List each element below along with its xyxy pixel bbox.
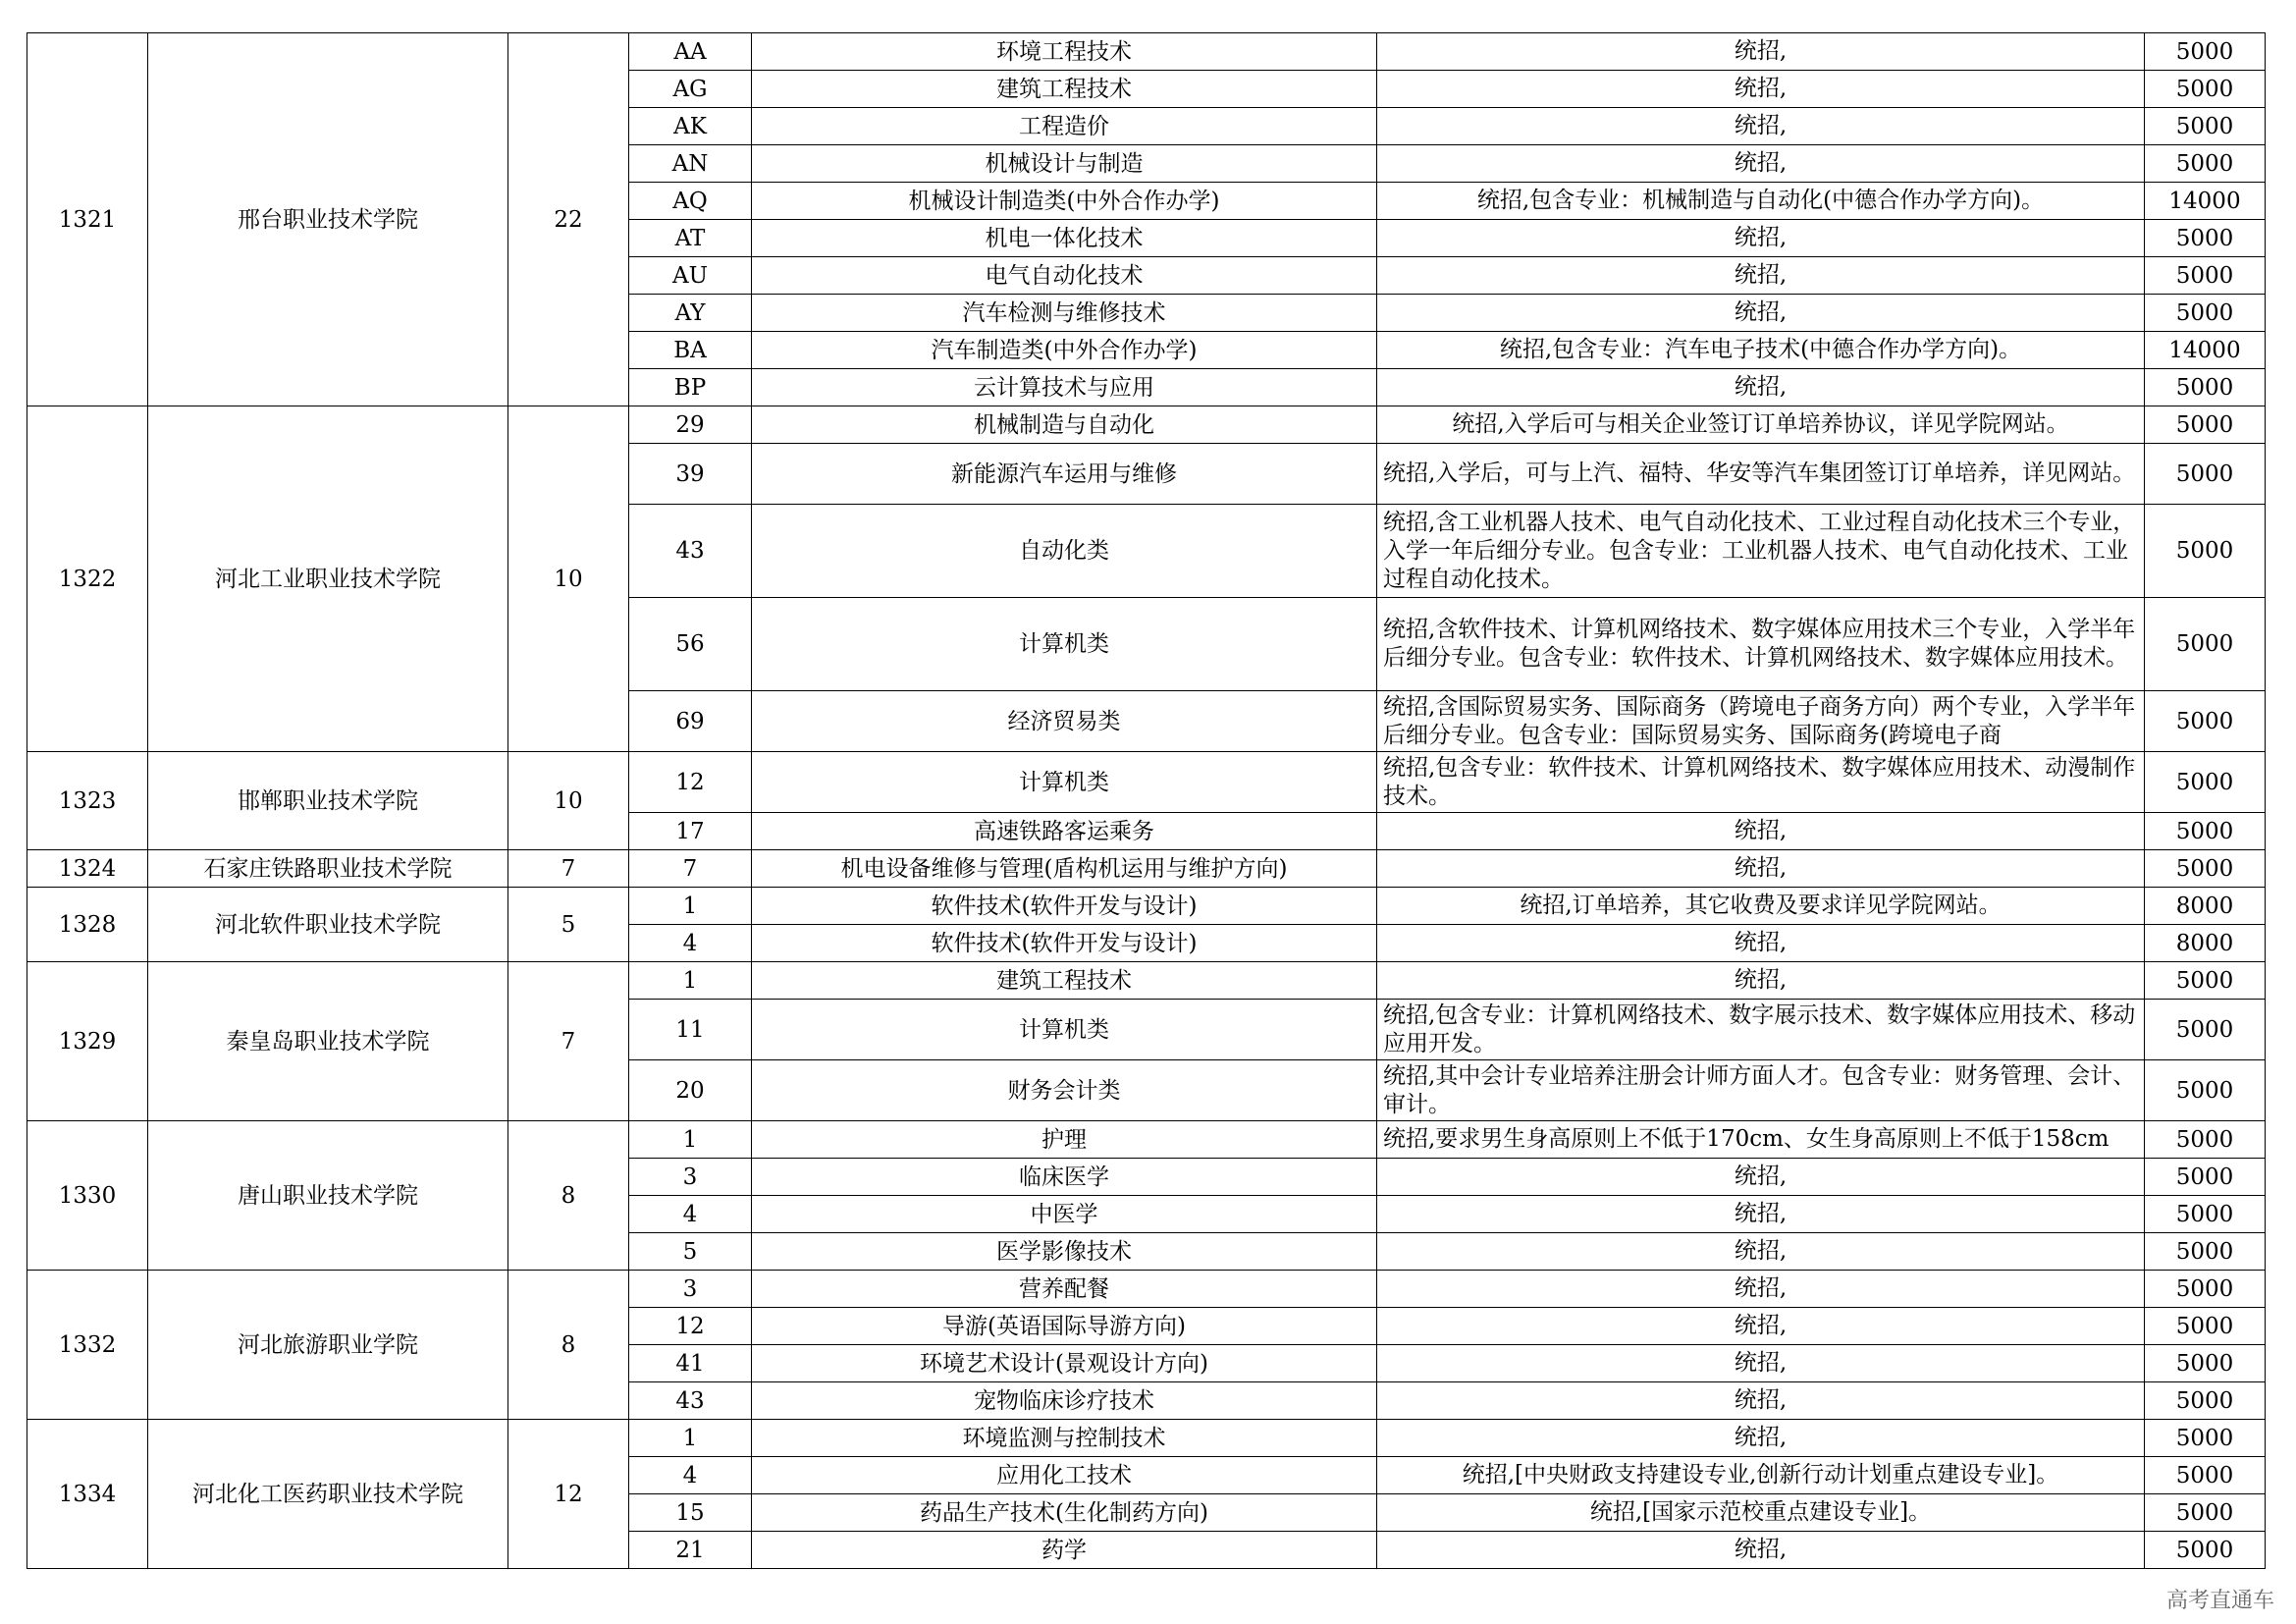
- tuition-fee: 5000: [2145, 1457, 2266, 1494]
- major-note-text: 统招,: [1734, 1313, 1788, 1338]
- tuition-fee: 5000: [2145, 369, 2266, 406]
- major-name: 汽车制造类(中外合作办学): [752, 332, 1377, 369]
- major-code: 11: [629, 1000, 752, 1060]
- major-name: 经济贸易类: [752, 691, 1377, 752]
- major-note-text: 统招,入学后，可与上汽、福特、华安等汽车集团签订订单培养，详见网站。: [1383, 460, 2136, 486]
- major-note-text: 统招,含工业机器人技术、电气自动化技术、工业过程自动化技术三个专业，入学一年后细分专业。包含专业：工业机器人技术、电气自动化技术、工业过程自动化技术。: [1383, 509, 2136, 592]
- major-note-text: 统招,: [1734, 1275, 1788, 1301]
- school-code: 1323: [27, 752, 148, 850]
- major-note-text: 统招,入学后可与相关企业签订订单培养协议，详见学院网站。: [1452, 411, 2069, 437]
- tuition-fee: 5000: [2145, 1345, 2266, 1382]
- tuition-fee: 5000: [2145, 145, 2266, 183]
- tuition-fee: 5000: [2145, 850, 2266, 888]
- major-code: 4: [629, 925, 752, 962]
- major-note: [1377, 257, 2145, 295]
- major-code: AU: [629, 257, 752, 295]
- major-note-text: 统招,: [1734, 930, 1788, 955]
- major-note: [1377, 1420, 2145, 1457]
- major-name: 工程造价: [752, 108, 1377, 145]
- tuition-fee: 5000: [2145, 1159, 2266, 1196]
- major-note: [1377, 1271, 2145, 1308]
- school-code: 1329: [27, 962, 148, 1121]
- major-name: 软件技术(软件开发与设计): [752, 888, 1377, 925]
- tuition-fee: 5000: [2145, 1196, 2266, 1233]
- tuition-fee: 5000: [2145, 1494, 2266, 1532]
- major-note-text: 统招,: [1734, 1425, 1788, 1450]
- tuition-fee: 5000: [2145, 1382, 2266, 1420]
- table-row: [27, 406, 2266, 444]
- major-note: [1377, 145, 2145, 183]
- major-name: 临床医学: [752, 1159, 1377, 1196]
- major-note: [1377, 406, 2145, 444]
- major-note: [1377, 1345, 2145, 1382]
- major-code: AY: [629, 295, 752, 332]
- major-code: 1: [629, 962, 752, 1000]
- tuition-fee: 5000: [2145, 295, 2266, 332]
- major-name: 自动化类: [752, 505, 1377, 598]
- major-note-text: 统招,: [1734, 374, 1788, 400]
- major-name: 机械设计制造类(中外合作办学): [752, 183, 1377, 220]
- major-code: 4: [629, 1457, 752, 1494]
- tuition-fee: 5000: [2145, 1308, 2266, 1345]
- plan-count: 10: [508, 752, 629, 850]
- major-code: 3: [629, 1271, 752, 1308]
- major-code: 20: [629, 1060, 752, 1121]
- major-note: [1377, 332, 2145, 369]
- major-note-text: 统招,包含专业：计算机网络技术、数字展示技术、数字媒体应用技术、移动应用开发。: [1383, 1001, 2136, 1056]
- major-note: [1377, 108, 2145, 145]
- major-code: BA: [629, 332, 752, 369]
- major-name: 机电一体化技术: [752, 220, 1377, 257]
- major-code: 4: [629, 1196, 752, 1233]
- major-note-text: 统招,: [1734, 855, 1788, 881]
- major-note: [1377, 369, 2145, 406]
- major-name: 汽车检测与维修技术: [752, 295, 1377, 332]
- major-code: 29: [629, 406, 752, 444]
- major-note: [1377, 295, 2145, 332]
- major-name: 机电设备维修与管理(盾构机运用与维护方向): [752, 850, 1377, 888]
- plan-count: 8: [508, 1271, 629, 1420]
- major-code: AG: [629, 71, 752, 108]
- major-name: 药学: [752, 1532, 1377, 1569]
- major-code: AK: [629, 108, 752, 145]
- major-code: 1: [629, 1121, 752, 1159]
- major-name: 电气自动化技术: [752, 257, 1377, 295]
- major-note-text: 统招,: [1734, 1238, 1788, 1264]
- table-row: [27, 850, 2266, 888]
- major-note-text: 统招,: [1734, 1164, 1788, 1189]
- major-note-text: 统招,: [1734, 1387, 1788, 1413]
- major-note-text: 统招,其中会计专业培养注册会计师方面人才。包含专业：财务管理、会计、审计。: [1383, 1062, 2136, 1117]
- major-code: AN: [629, 145, 752, 183]
- tuition-fee: 5000: [2145, 1271, 2266, 1308]
- major-name: 环境监测与控制技术: [752, 1420, 1377, 1457]
- table-row: [27, 33, 2266, 71]
- major-note: [1377, 183, 2145, 220]
- admission-plan-table: [27, 32, 2266, 1569]
- major-note: [1377, 220, 2145, 257]
- major-name: 建筑工程技术: [752, 962, 1377, 1000]
- watermark-text: 高考直通车: [2165, 1589, 2274, 1613]
- tuition-fee: 5000: [2145, 813, 2266, 850]
- table-row: [27, 1121, 2266, 1159]
- tuition-fee: 5000: [2145, 108, 2266, 145]
- school-code: 1324: [27, 850, 148, 888]
- major-name: 计算机类: [752, 752, 1377, 813]
- tuition-fee: 5000: [2145, 220, 2266, 257]
- plan-count: 7: [508, 850, 629, 888]
- major-note-text: 统招,: [1734, 76, 1788, 101]
- major-note-text: 统招,: [1734, 299, 1788, 325]
- table-row: [27, 962, 2266, 1000]
- major-name: 建筑工程技术: [752, 71, 1377, 108]
- major-note-text: 统招,订单培养，其它收费及要求详见学院网站。: [1520, 893, 2002, 918]
- major-note-text: 统招,包含专业：汽车电子技术(中德合作办学方向)。: [1499, 337, 2022, 362]
- major-code: AA: [629, 33, 752, 71]
- major-note: [1377, 1308, 2145, 1345]
- major-code: 43: [629, 1382, 752, 1420]
- major-note-text: 统招,: [1734, 38, 1788, 64]
- school-code: 1321: [27, 33, 148, 406]
- major-note: [1377, 1457, 2145, 1494]
- major-name: 计算机类: [752, 598, 1377, 691]
- major-code: 7: [629, 850, 752, 888]
- major-code: 3: [629, 1159, 752, 1196]
- major-note: [1377, 691, 2145, 752]
- school-code: 1322: [27, 406, 148, 752]
- major-note: [1377, 33, 2145, 71]
- tuition-fee: 8000: [2145, 925, 2266, 962]
- major-note-text: 统招,含国际贸易实务、国际商务（跨境电子商务方向）两个专业，入学半年后细分专业。包含专业：国际贸易实务、国际商务(跨境电子商: [1383, 693, 2136, 748]
- major-name: 机械设计与制造: [752, 145, 1377, 183]
- major-name: 软件技术(软件开发与设计): [752, 925, 1377, 962]
- major-note: [1377, 888, 2145, 925]
- tuition-fee: 5000: [2145, 962, 2266, 1000]
- major-name: 高速铁路客运乘务: [752, 813, 1377, 850]
- major-name: 财务会计类: [752, 1060, 1377, 1121]
- major-note-text: 统招,: [1734, 1201, 1788, 1226]
- major-note: [1377, 752, 2145, 813]
- tuition-fee: 5000: [2145, 1233, 2266, 1271]
- major-code: 12: [629, 1308, 752, 1345]
- major-name: 药品生产技术(生化制药方向): [752, 1494, 1377, 1532]
- school-name: 河北工业职业技术学院: [148, 406, 508, 752]
- major-name: 护理: [752, 1121, 1377, 1159]
- major-code: 17: [629, 813, 752, 850]
- table-row: [27, 752, 2266, 813]
- major-note: [1377, 1000, 2145, 1060]
- tuition-fee: 14000: [2145, 183, 2266, 220]
- major-note: [1377, 962, 2145, 1000]
- tuition-fee: 5000: [2145, 71, 2266, 108]
- major-name: 医学影像技术: [752, 1233, 1377, 1271]
- tuition-fee: 5000: [2145, 691, 2266, 752]
- tuition-fee: 5000: [2145, 257, 2266, 295]
- plan-count: 5: [508, 888, 629, 962]
- tuition-fee: 5000: [2145, 1532, 2266, 1569]
- major-name: 导游(英语国际导游方向): [752, 1308, 1377, 1345]
- major-note: [1377, 1233, 2145, 1271]
- tuition-fee: 5000: [2145, 752, 2266, 813]
- major-note-text: 统招,: [1734, 818, 1788, 843]
- major-code: 69: [629, 691, 752, 752]
- major-note: [1377, 71, 2145, 108]
- plan-count: 22: [508, 33, 629, 406]
- major-note: [1377, 1121, 2145, 1159]
- major-note: [1377, 444, 2145, 505]
- major-note-text: 统招,: [1734, 150, 1788, 176]
- major-code: 41: [629, 1345, 752, 1382]
- school-name: 石家庄铁路职业技术学院: [148, 850, 508, 888]
- tuition-fee: 5000: [2145, 505, 2266, 598]
- major-note: [1377, 850, 2145, 888]
- major-code: AQ: [629, 183, 752, 220]
- major-name: 机械制造与自动化: [752, 406, 1377, 444]
- major-code: 12: [629, 752, 752, 813]
- major-code: BP: [629, 369, 752, 406]
- plan-count: 12: [508, 1420, 629, 1569]
- school-code: 1328: [27, 888, 148, 962]
- major-note-text: 统招,: [1734, 113, 1788, 138]
- major-note-text: 统招,含软件技术、计算机网络技术、数字媒体应用技术三个专业，入学半年后细分专业。包含专业：软件技术、计算机网络技术、数字媒体应用技术。: [1383, 617, 2136, 671]
- major-code: AT: [629, 220, 752, 257]
- major-note: [1377, 1159, 2145, 1196]
- school-name: 邢台职业技术学院: [148, 33, 508, 406]
- major-note-text: 统招,: [1734, 262, 1788, 288]
- major-name: 宠物临床诊疗技术: [752, 1382, 1377, 1420]
- major-note: [1377, 1196, 2145, 1233]
- major-note-text: 统招,要求男生身高原则上不低于170cm、女生身高原则上不低于158cm: [1383, 1126, 2109, 1152]
- school-name: 邯郸职业技术学院: [148, 752, 508, 850]
- table-row: [27, 1420, 2266, 1457]
- major-name: 环境工程技术: [752, 33, 1377, 71]
- tuition-fee: 8000: [2145, 888, 2266, 925]
- tuition-fee: 5000: [2145, 33, 2266, 71]
- major-note: [1377, 1060, 2145, 1121]
- major-note-text: 统招,[中央财政支持建设专业,创新行动计划重点建设专业]。: [1462, 1462, 2059, 1488]
- major-note-text: 统招,: [1734, 1350, 1788, 1376]
- school-name: 河北软件职业技术学院: [148, 888, 508, 962]
- major-name: 应用化工技术: [752, 1457, 1377, 1494]
- major-note-text: 统招,: [1734, 225, 1788, 250]
- major-name: 中医学: [752, 1196, 1377, 1233]
- school-name: 唐山职业技术学院: [148, 1121, 508, 1271]
- school-name: 河北旅游职业学院: [148, 1271, 508, 1420]
- tuition-fee: 5000: [2145, 1121, 2266, 1159]
- school-name: 河北化工医药职业技术学院: [148, 1420, 508, 1569]
- major-note-text: 统招,: [1734, 967, 1788, 993]
- tuition-fee: 5000: [2145, 598, 2266, 691]
- tuition-fee: 5000: [2145, 1060, 2266, 1121]
- plan-count: 8: [508, 1121, 629, 1271]
- major-code: 15: [629, 1494, 752, 1532]
- major-name: 营养配餐: [752, 1271, 1377, 1308]
- major-note: [1377, 813, 2145, 850]
- major-code: 39: [629, 444, 752, 505]
- major-name: 云计算技术与应用: [752, 369, 1377, 406]
- major-name: 新能源汽车运用与维修: [752, 444, 1377, 505]
- major-code: 43: [629, 505, 752, 598]
- major-note-text: 统招,: [1734, 1537, 1788, 1562]
- major-name: 计算机类: [752, 1000, 1377, 1060]
- school-name: 秦皇岛职业技术学院: [148, 962, 508, 1121]
- major-code: 1: [629, 1420, 752, 1457]
- school-code: 1332: [27, 1271, 148, 1420]
- major-code: 21: [629, 1532, 752, 1569]
- tuition-fee: 5000: [2145, 1000, 2266, 1060]
- major-note: [1377, 505, 2145, 598]
- tuition-fee: 5000: [2145, 444, 2266, 505]
- tuition-fee: 5000: [2145, 1420, 2266, 1457]
- major-note: [1377, 598, 2145, 691]
- tuition-fee: 5000: [2145, 406, 2266, 444]
- major-note: [1377, 925, 2145, 962]
- table-row: [27, 888, 2266, 925]
- school-code: 1330: [27, 1121, 148, 1271]
- plan-count: 10: [508, 406, 629, 752]
- major-note-text: 统招,包含专业：机械制造与自动化(中德合作办学方向)。: [1476, 188, 2045, 213]
- major-code: 56: [629, 598, 752, 691]
- table-row: [27, 1271, 2266, 1308]
- major-code: 5: [629, 1233, 752, 1271]
- major-note: [1377, 1382, 2145, 1420]
- plan-count: 7: [508, 962, 629, 1121]
- tuition-fee: 14000: [2145, 332, 2266, 369]
- major-code: 1: [629, 888, 752, 925]
- major-note-text: 统招,包含专业：软件技术、计算机网络技术、数字媒体应用技术、动漫制作技术。: [1383, 754, 2136, 809]
- school-code: 1334: [27, 1420, 148, 1569]
- major-note: [1377, 1532, 2145, 1569]
- major-name: 环境艺术设计(景观设计方向): [752, 1345, 1377, 1382]
- major-note: [1377, 1494, 2145, 1532]
- major-note-text: 统招,[国家示范校重点建设专业]。: [1589, 1499, 1932, 1525]
